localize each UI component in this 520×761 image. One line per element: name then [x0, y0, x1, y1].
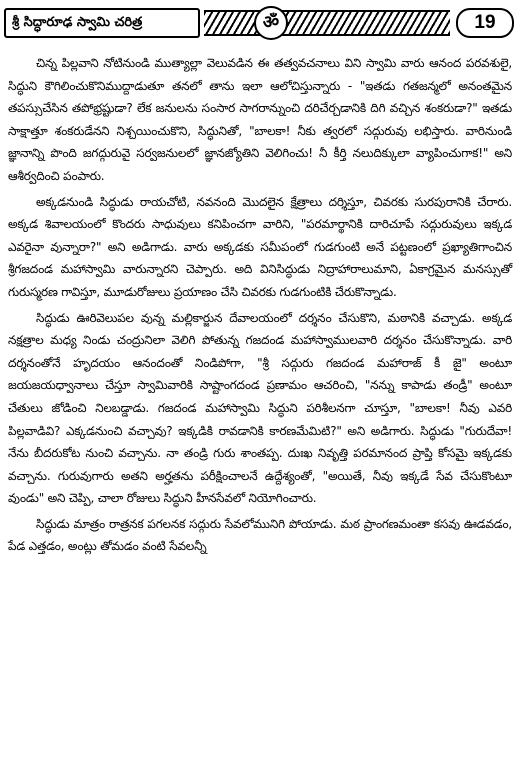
paragraph-3: సిద్ధుడు ఊరివెలుపల వున్న మల్లికార్జున దేవాలయంలో దర్శనం చేసుకొని, మఠానికి వచ్చాడు. అక్కడ నక్షత్రాల మధ్య నిండు చంద్రునిలా వెలిగి పోతున్న గజదండ మహాస్వాములవారి దర్శనం చేసుకొన్నాడు. వారి దర్శనంతోనే హృదయం ఆనందంతో నిండిపోగా, "శ్రీ సద్గురు గజదండ మహారాజ్ కీ జై" అంటూ జయజయధ్వానాలు చేస్తూ స్వామివారికి సాష్టాంగదండ ప్రణామం ఆచరించి, "నన్ను కాపాడు తండ్రీ" అంటూ చేతులు జోడించి నిలబడ్డాడు. గజదండ మహాస్వామి సిద్ధుని పరిశీలనగా చూస్తూ, "బాలకా! నీవు ఎవరి పిల్లవాడివి? ఎక్కడనుంచి వచ్చావు? ఇక్కడికి రావడానికి కారణమేమిటి?" అని అడిగారు. సిద్ధుడు "గురుదేవా! నేను బీదరుకోట నుంచి వచ్చాను. నా తండ్రి గురు శాంతప్ప. దుఃఖ నివృత్తి పరమానంద ప్రాప్తి కోసమై ఇక్కడకు వచ్చాను. గురువుగారు అతని అర్హతను పరీక్షించాలనే ఉద్దేశ్యంతో, "అయితే, నీవు ఇక్కడే సేవ చేసుకొంటూ వుండు" అని చెప్పి, చాలా రోజులు సిద్ధుని హీనసేవలో నియోగించారు.: [8, 310, 512, 506]
book-title: శ్రీ సిద్ధారూఢ స్వామి చరిత్ర: [4, 8, 200, 38]
page-number: 19: [456, 8, 514, 38]
header-decorative-band: [204, 10, 450, 36]
page-body: [8, 52, 512, 561]
page-header: [4, 6, 514, 42]
paragraph-4: సిద్ధుడు మాత్రం రాత్రనక పగలనక సద్గురు సేవలోమునిగి పోయాడు. మఠ ప్రాంగణమంతా కసవు ఊడవడం, పేడ ఎత్తడం, అంట్లు తోమడం వంటి సేవలన్నీ: [8, 516, 512, 554]
paragraph-2: అక్కడనుండి సిద్ధుడు రాయచోటి, నవనంది మొదలైన క్షేత్రాలు దర్శిస్తూ, చివరకు సురపురానికి చేరారు. అక్కడ శివాలయంలో కొందరు సాధువులు కనిపించగా వారిని, "పరమార్థానికి దారిచూపే సద్గురువులు ఇక్కడ ఎవరైనా వున్నారా?" అని అడిగాడు. వారు అక్కడకు సమీపంలో గుడగుంటి అనే పట్టణంలో ప్రఖ్యాతిగాంచిన శ్రీగజదండ మహాస్వామి వారున్నారని చెప్పారు. అది వినిసిద్ధుడు నిద్రాహారాలుమాని, ఏకాగ్రమైన మనస్సుతో గురుస్మరణ గావిస్తూ, మూడురోజులు ప్రయాణం చేసి చివరకు గుడగుంటికి చేరుకొన్నాడు.: [8, 194, 512, 299]
om-emblem-icon: ॐ: [254, 6, 288, 40]
paragraph-1: చిన్న పిల్లవాని నోటినుండి ముత్యాల్లా వెలువడిన ఈ తత్వవచనాలు విని స్వామి వారు ఆనంద పరవశులై, సిద్ధుని కౌగిలించుకొనిముద్దాడుతూ తనలో తాను ఇలా ఆలోచిస్తున్నారు - "ఇతడు గతజన్మలో అనంతమైన తపస్సుచేసిన తపోభ్రష్టుడా? లేక జనులను సంసార సాగరాన్నుంచి దరిచేర్చడానికి దిగి వచ్చిన శంకరుడా?" ఇతడు సాక్షాత్తూ శంకరుడేనని నిశ్చయించుకొని, సిద్ధునితో, "బాలకా! నీకు త్వరలో సద్గురువు లభిస్తారు. వారినుండి జ్ఞానాన్ని పొంది జగద్గురువై సర్వజనులలో జ్ఞానజ్యోతిని వెలిగించు! నీ కీర్తి నలుదిక్కులా వ్యాపించుగాక!" అని ఆశీర్వదించి పంపారు.: [8, 56, 512, 183]
